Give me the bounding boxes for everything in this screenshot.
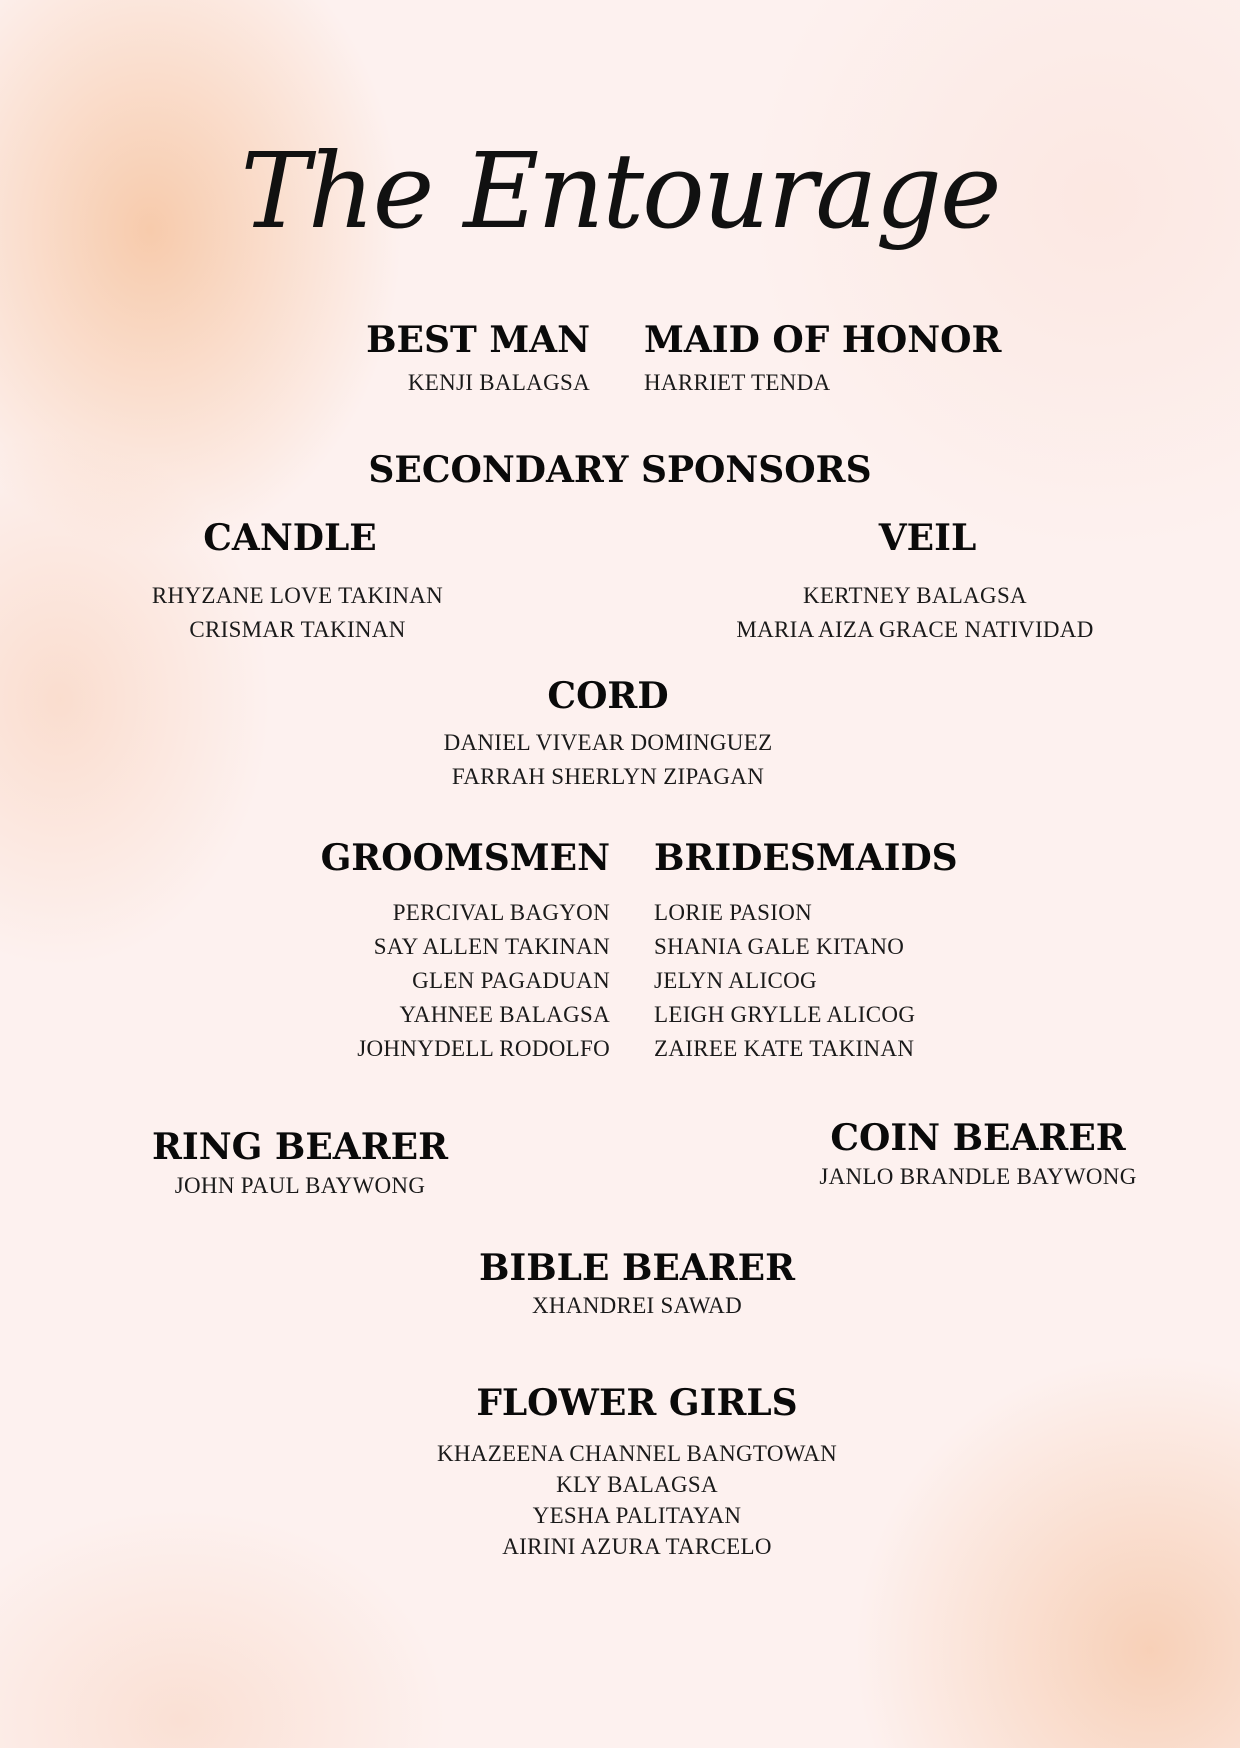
list-item: SAY ALLEN TAKINAN	[373, 934, 610, 959]
flower-girls-list	[387, 1438, 887, 1562]
groomsmen-heading: GROOMSMEN	[320, 837, 610, 879]
coin-bearer-heading: COIN BEARER	[830, 1117, 1126, 1159]
list-item: KHAZEENA CHANNEL BANGTOWAN	[436, 1441, 838, 1466]
maid-of-honor-heading: MAID OF HONOR	[644, 319, 1002, 361]
list-item: CRISMAR TAKINAN	[189, 617, 406, 642]
best-man-heading: BEST MAN	[366, 319, 590, 361]
list-item: LEIGH GRYLLE ALICOG	[654, 1002, 916, 1027]
list-item: FARRAH SHERLYN ZIPAGAN	[451, 764, 765, 789]
list-item: JOHNYDELL RODOLFO	[357, 1036, 610, 1061]
list-item: KLY BALAGSA	[556, 1472, 718, 1497]
secondary-sponsors-heading: SECONDARY SPONSORS	[368, 449, 872, 491]
coin-bearer-name: JANLO BRANDLE BAYWONG	[819, 1164, 1137, 1189]
maid-of-honor-name: HARRIET TENDA	[644, 370, 831, 395]
bible-bearer-heading: BIBLE BEARER	[478, 1247, 796, 1289]
veil-list	[715, 579, 1115, 647]
veil-heading: VEIL	[878, 517, 977, 559]
candle-heading: CANDLE	[203, 517, 377, 559]
bridesmaids-list	[654, 896, 984, 1066]
best-man-name: KENJI BALAGSA	[407, 370, 590, 395]
page-title: The Entourage	[240, 130, 1000, 252]
list-item: YAHNEE BALAGSA	[399, 1002, 610, 1027]
list-item: YESHA PALITAYAN	[532, 1503, 742, 1528]
flower-girls-heading: FLOWER GIRLS	[476, 1382, 798, 1424]
list-item: KERTNEY BALAGSA	[803, 583, 1027, 608]
list-item: SHANIA GALE KITANO	[654, 934, 905, 959]
list-item: ZAIREE KATE TAKINAN	[654, 1036, 915, 1061]
list-item: PERCIVAL BAGYON	[392, 900, 610, 925]
candle-list	[100, 579, 495, 647]
ring-bearer-heading: RING BEARER	[151, 1126, 448, 1168]
list-item: JELYN ALICOG	[654, 968, 817, 993]
list-item: RHYZANE LOVE TAKINAN	[151, 583, 444, 608]
cord-list	[408, 726, 808, 794]
list-item: DANIEL VIVEAR DOMINGUEZ	[443, 730, 773, 755]
list-item: LORIE PASION	[654, 900, 813, 925]
bible-bearer-name: XHANDREI SAWAD	[532, 1293, 742, 1318]
list-item: AIRINI AZURA TARCELO	[502, 1534, 772, 1559]
groomsmen-list	[310, 896, 610, 1066]
list-item: MARIA AIZA GRACE NATIVIDAD	[736, 617, 1094, 642]
list-item: GLEN PAGADUAN	[412, 968, 610, 993]
cord-heading: CORD	[547, 675, 669, 717]
bridesmaids-heading: BRIDESMAIDS	[654, 837, 958, 879]
ring-bearer-name: JOHN PAUL BAYWONG	[174, 1173, 426, 1198]
